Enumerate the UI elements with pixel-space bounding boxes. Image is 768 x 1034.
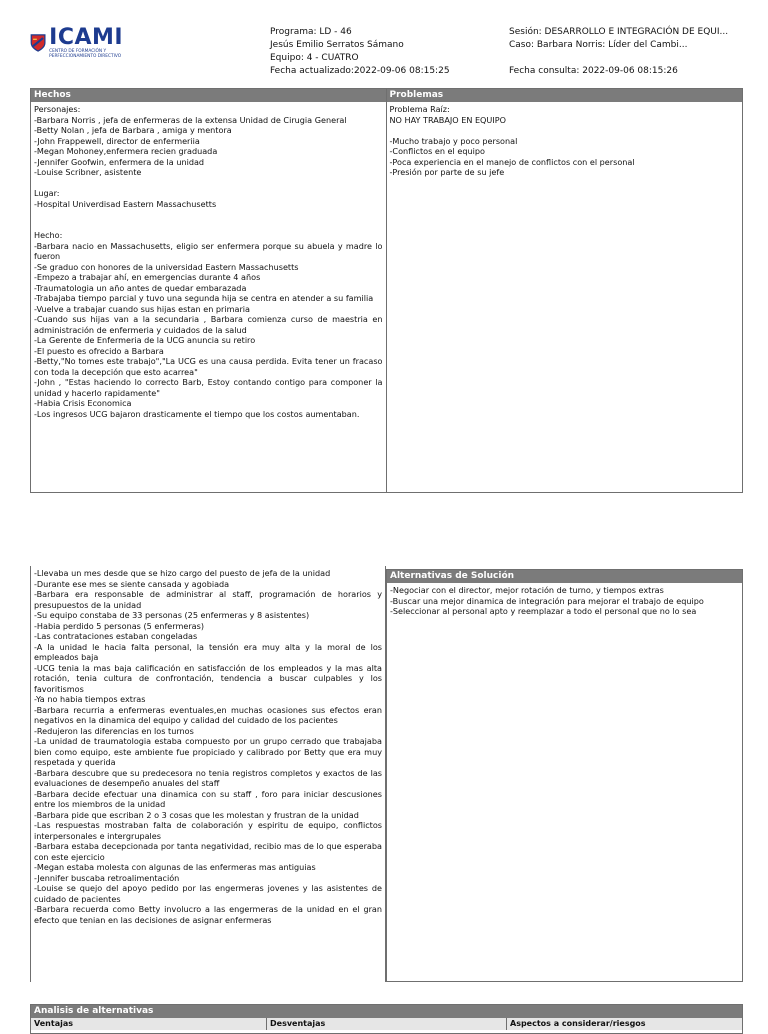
analisis-columns (31, 1018, 742, 1030)
analisis-table (30, 1004, 743, 1034)
alumno-text: Jesús Emilio Serratos Sámano (270, 40, 404, 50)
hechos-continuation (30, 566, 386, 982)
analisis-header: Analisis de alternativas (31, 1005, 742, 1018)
programa-text: Programa: LD - 46 (270, 27, 352, 37)
meta-left (270, 26, 450, 78)
problemas-header: Problemas (387, 89, 743, 102)
logo-subtitle: CENTRO DE FORMACIÓN Y PERFECCIONAMIENTO DIRECTIVO (49, 49, 122, 59)
problemas-column (386, 89, 743, 492)
caso-text: Caso: Barbara Norris: Líder del Cambi... (509, 40, 688, 50)
icami-logo (30, 26, 130, 60)
fecha-consulta-text: Fecha consulta: 2022-09-06 08:15:26 (509, 66, 678, 76)
col-desventajas: Desventajas (267, 1018, 507, 1030)
alternativas-table (386, 569, 743, 982)
sesion-text: Sesión: DESARROLLO E INTEGRACIÓN DE EQUI... (509, 27, 729, 37)
col-ventajas: Ventajas (31, 1018, 267, 1030)
meta-right (509, 26, 728, 78)
hechos-cont-text: -Llevaba un mes desde que se hizo cargo del puesto de jefa de la unidad -Durante ese mes se siente cansada y agobiada -Barbara era responsable de administrar al staff, programación de horarios y presupuestos de la unidad -Su equipo constaba de 33 personas (25 enfermeras y 8 asistentes) -Habia perdido 5 personas (5 enfermeras) -Las contrataciones estaban congeladas -A la unidad le hacia falta personal, la tensión era muy alta y la moral de los empleados baja -UCG tenia la mas baja calificación en satisfacción de los empleados y la mas alta rotación, tenia cultura de confrontación, tendencia a buscar culpables y los favoritismos -Ya no habia tiempos extras -Barbara recurria a enfermeras eventuales,en muchas ocasiones sus efectos eran negativos en la dinamica del equipo y calidad del cuidado de los pacientes -Redujeron las diferencias en los turnos -La unidad de traumatologia estaba compuesto por un grupo cerrado que trabajaba bien como equipo, este ambiente fue propiciado y calibrado por Betty que era muy respetada y querida -Barbara descubre que su predecesora no tenia registros completos y exactos de las evaluaciones de desempeño anuales del staff -Barbara decide efectuar una dinamica con su staff , foro para iniciar descusiones entre los miembros de la unidad -Barbara pide que escriban 2 o 3 cosas que les molestan y frustran de la unidad -Las respuestas mostraban falta de colaboración y espiritu de equipo, conflictos interpersonales e intergrupales -Barbara estaba decepcionada por tanta negatividad, recibio mas de lo que esperaba con este ejercicio -Megan estaba molesta con algunas de las enfermeras mas antiguias -Jennifer buscaba retroalimentación -Louise se quejo del apoyo pedido por las engermeras jovenes y las asistentes de cuidado de pacientes -Barbara recuerda como Betty involucro a las engermeras de la unidad en el gran efecto que tenian en las decisiones de asignar enfermeras (34, 568, 382, 925)
shield-logo-icon (30, 28, 46, 58)
hechos-column (31, 89, 386, 492)
fecha-actualizado-text: Fecha actualizado:2022-09-06 08:15:25 (270, 66, 450, 76)
hechos-header: Hechos (31, 89, 386, 102)
hechos-text: Personajes: -Barbara Norris , jefa de enfermeras de la extensa Unidad de Cirugia General -Betty Nolan , jefa de Barbara , amiga y mentora -John Frappewell, director de enfermeriia -Megan Mohoney,enfermera recien graduada -Jennifer Goofwin, enfermera de la unidad -Louise Scribner, asistente Lugar: -Hospital Univerdisad Eastern Massachusetts Hecho: -Barbara nacio en Massachusetts, eligio ser enfermera porque su abuela y madre lo fueron -Se graduo con honores de la universidad Eastern Massachusetts -Empezo a trabajar ahí, en emergencias durante 4 años -Traumatologia un año antes de quedar embarazada -Trabajaba tiempo parcial y tuvo una segunda hija se centra en atender a su familia -Vuelve a trabajar cuando sus hijas estan en primaria -Cuando sus hijas van a la secundaria , Barbara comienza curso de maestria en administración de enfermeria y cuidados de la salud -La Gerente de Enfermeria de la UCG anuncia su retiro -El puesto es ofrecido a Barbara -Betty,"No tomes este trabajo","La UCG es una causa perdida. Evita tener un fracaso con toda la decepción que esto acarrea" -John , "Estas haciendo lo correcto Barb, Estoy contando contigo para componer la unidad y hacerlo rapidamente" -Habia Crisis Economica -Los ingresos UCG bajaron drasticamente el tiempo que los costos aumentaban. (34, 104, 383, 419)
alternativas-header: Alternativas de Solución (387, 570, 742, 583)
equipo-text: Equipo: 4 - CUATRO (270, 53, 359, 63)
hechos-problemas-table (30, 88, 743, 493)
problemas-text: Problema Raíz: NO HAY TRABAJO EN EQUIPO -Mucho trabajo y poco personal -Conflictos en el equipo -Poca experiencia en el manejo de conflictos con el personal -Presión por parte de su jefe (389, 104, 635, 177)
alternativas-text: -Negociar con el director, mejor rotación de turno, y tiempos extras -Buscar una mejor dinamica de integración para mejorar el trabajo de equipo -Seleccionar al personal apto y reemplazar a todo el personal que no lo sea (390, 585, 704, 616)
col-riesgos: Aspectos a considerar/riesgos (510, 1019, 646, 1028)
logo-name: ICAMI (49, 25, 124, 50)
